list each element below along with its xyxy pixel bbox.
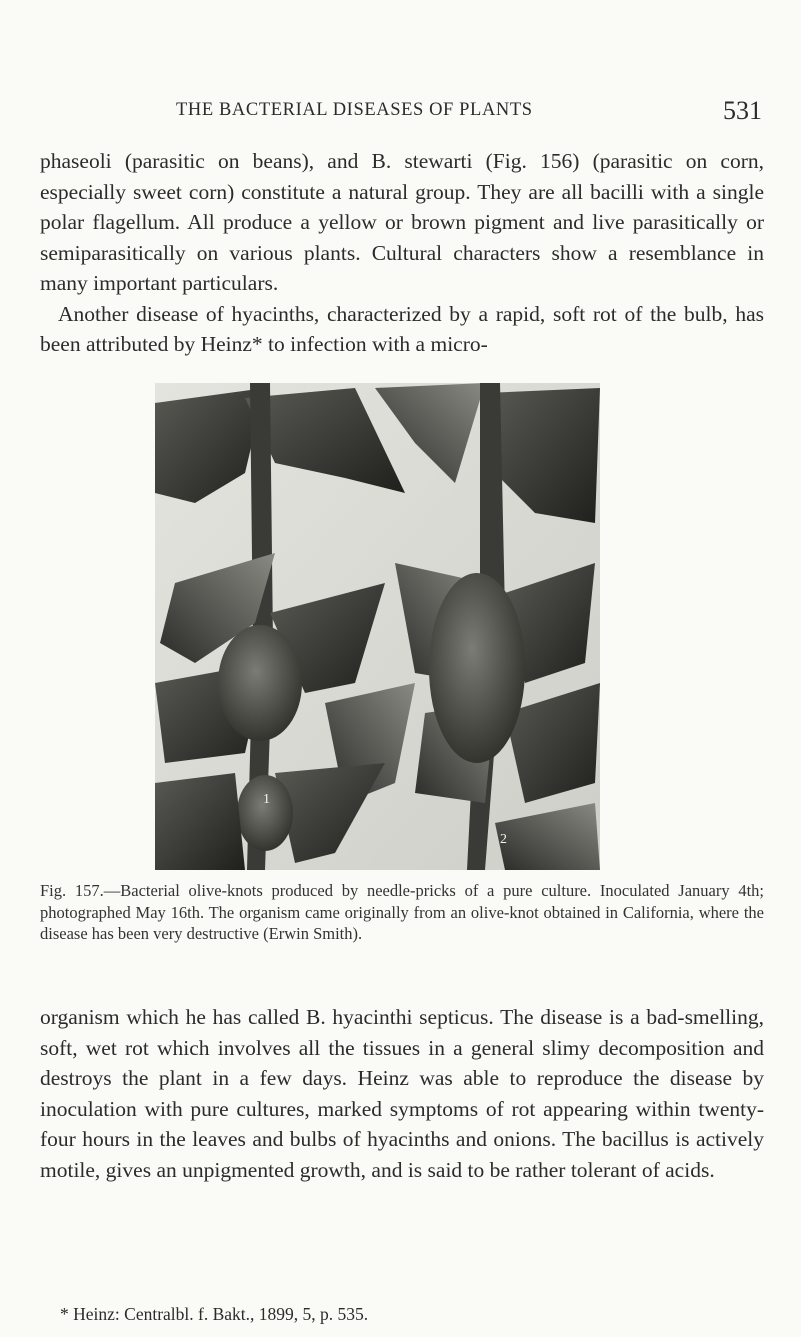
- running-header: [40, 96, 762, 130]
- figure-caption: Fig. 157.—Bacterial olive-knots produced by needle-pricks of a pure culture. Inoculated January 4th; photographed May 16th. The organism came originally from an olive-knot obtained in California, where the disease has been very destructive (Erwin Smith).: [40, 881, 764, 943]
- figure-label-1: 1: [263, 792, 270, 807]
- running-title: THE BACTERIAL DISEASES OF PLANTS: [176, 100, 533, 120]
- page-number: 531: [723, 96, 762, 125]
- figure-label-2: 2: [500, 832, 507, 847]
- footnote: * Heinz: Centralbl. f. Bakt., 1899, 5, p. 535.: [60, 1304, 369, 1324]
- paragraph-2: Another disease of hyacinths, characterized by a rapid, soft rot of the bulb, has been attributed by Heinz* to infection with a micro-: [40, 301, 764, 356]
- olive-knot-photograph: [155, 383, 600, 870]
- body-text-bottom: [40, 1002, 764, 1185]
- paragraph-1: phaseoli (parasitic on beans), and B. stewarti (Fig. 156) (parasitic on corn, especially sweet corn) constitute a natural group. They are all bacilli with a single polar flagellum. All produce a yellow or brown pigment and live parasitically or semiparasitically on various plants. Cultural characters show a resemblance in many important particulars.: [40, 149, 764, 295]
- paragraph-3: organism which he has called B. hyacinthi septicus. The disease is a bad-smelling, soft, wet rot which involves all the tissues in a general slimy decomposition and destroys the plant in a few days. Heinz was able to reproduce the disease by inoculation with pure cultures, marked symptoms of rot appearing within twenty-four hours in the leaves and bulbs of hyacinths and onions. The bacillus is actively motile, gives an unpigmented growth, and is said to be rather tolerant of acids.: [40, 1005, 764, 1182]
- body-text-top: [40, 146, 764, 360]
- figure-olive-knots: [155, 383, 600, 870]
